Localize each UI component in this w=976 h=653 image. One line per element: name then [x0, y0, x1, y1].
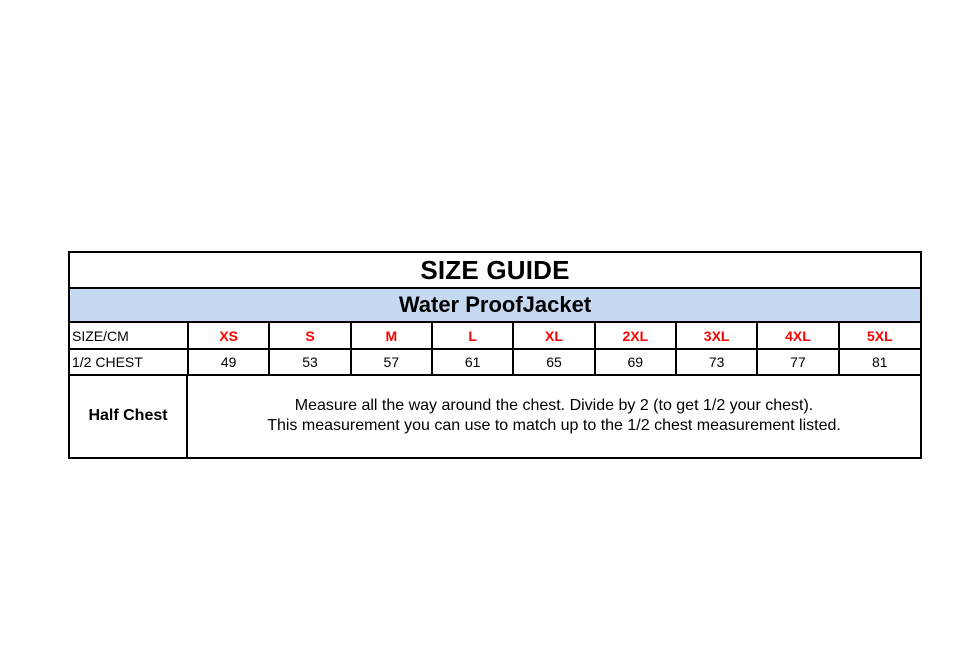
size-row-label: SIZE/CM [70, 323, 188, 349]
chest-row [70, 349, 920, 375]
chest-value-4xl: 77 [757, 349, 838, 375]
note-label: Half Chest [70, 375, 188, 457]
guide-title: SIZE GUIDE [70, 253, 920, 289]
size-s: S [269, 323, 350, 349]
measurement-note-row [70, 375, 920, 457]
size-row [70, 323, 920, 349]
chest-value-l: 61 [432, 349, 513, 375]
note-line-1: Measure all the way around the chest. Divide by 2 (to get 1/2 your chest). [294, 397, 814, 414]
note-line-2: This measurement you can use to match up to the 1/2 chest measurement listed. [267, 417, 841, 434]
size-2xl: 2XL [595, 323, 676, 349]
size-4xl: 4XL [757, 323, 838, 349]
chest-row-label: 1/2 CHEST [70, 349, 188, 375]
note-text [188, 375, 920, 457]
size-chart [70, 323, 920, 376]
chest-value-s: 53 [269, 349, 350, 375]
chest-value-m: 57 [351, 349, 432, 375]
size-guide-table [68, 251, 922, 459]
size-3xl: 3XL [676, 323, 757, 349]
chest-value-xs: 49 [188, 349, 269, 375]
chest-value-3xl: 73 [676, 349, 757, 375]
size-xl: XL [513, 323, 594, 349]
size-5xl: 5XL [839, 323, 920, 349]
product-subtitle: Water ProofJacket [70, 289, 920, 323]
chest-value-xl: 65 [513, 349, 594, 375]
chest-value-5xl: 81 [839, 349, 920, 375]
size-m: M [351, 323, 432, 349]
size-xs: XS [188, 323, 269, 349]
size-l: L [432, 323, 513, 349]
chest-value-2xl: 69 [595, 349, 676, 375]
